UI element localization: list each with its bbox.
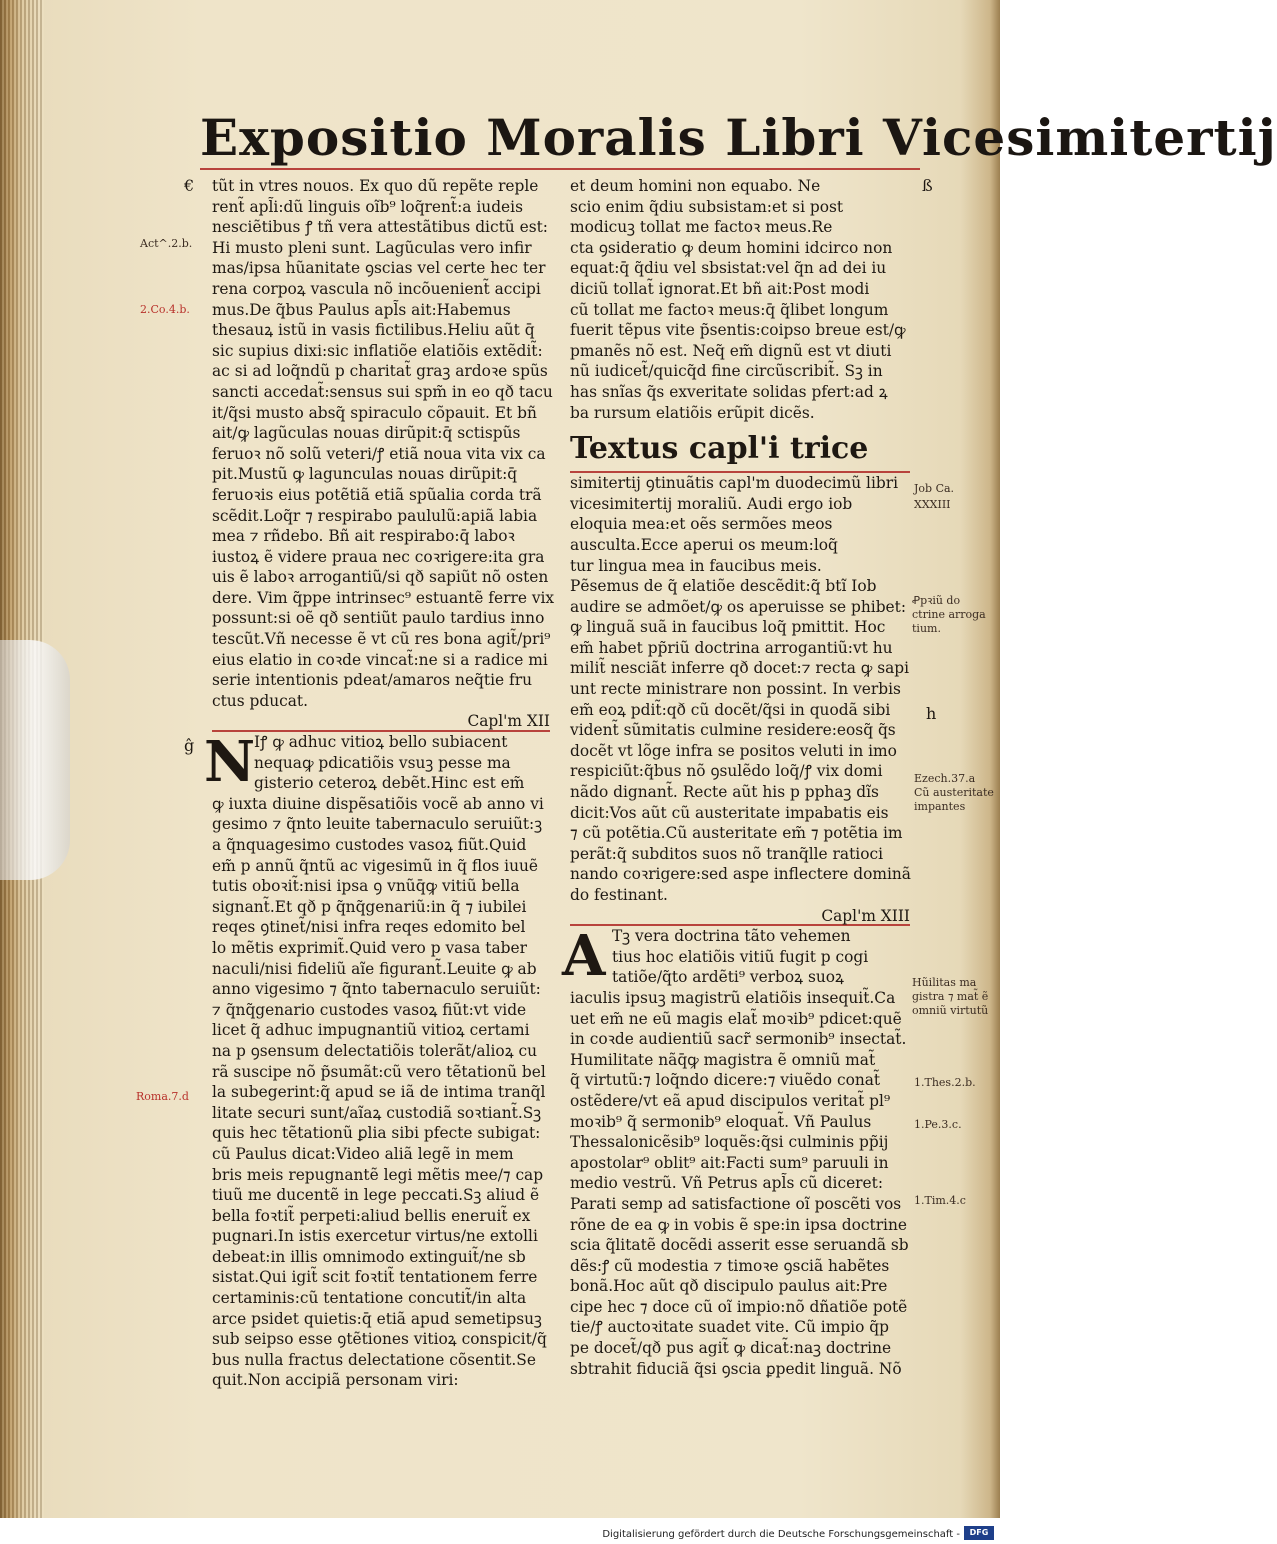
text-line: eloquia mea:et oẽs sermões meos: [570, 515, 833, 534]
margin-note-peter: 1.Pe.3.c.: [914, 1118, 962, 1131]
right-column: [562, 176, 911, 1379]
text-line: rõne de ea ꝙ in vobis ẽ spe:in ipsa doctrine: [570, 1215, 908, 1234]
text-line: arce psidet quietis:q̄ etiã apud semetipsuꝫ: [212, 1309, 542, 1328]
text-line: et deum homini non equabo. Ne: [570, 177, 821, 195]
text-line: licet q̃ adhuc impugnantiũ vitioꝝ certami: [212, 1021, 530, 1040]
text-line: bris meis repugnantẽ legi mẽtis mee/⁊ cap: [212, 1165, 544, 1184]
text-line: Tꝫ vera doctrina tãto vehemen: [612, 927, 851, 946]
text-line: simitertij ꝯtinuãtis capl'm duodecimũ libri: [570, 474, 898, 493]
text-line: cũ tollat me factoꝛ meus:q̄ q̃libet longum: [570, 300, 889, 319]
text-line: bella foꝛtit̃ perpeti:aliud bellis eneruit̃ ex: [212, 1206, 531, 1225]
text-line: sancti accedat̃:sensus sui spm̃ in eo qð tacu: [212, 382, 553, 401]
header-underline: [200, 168, 920, 170]
text-line: em̃ p annũ q̃ntũ ac vigesimũ in q̃ flos iuuẽ: [212, 856, 539, 875]
text-line: it/q̃si musto absq̃ spiraculo cõpauit. Et bñ: [212, 403, 537, 422]
text-line: Parati semp ad satisfactione oĩ poscẽti vos: [570, 1194, 902, 1213]
paragraph-mark: ĝ: [184, 736, 195, 755]
text-line: em̃ habet pp̃riũ doctrina arrogantiũ:vt hu: [570, 638, 893, 657]
text-line: iustoꝝ ẽ videre praua nec coꝛrigere:ita gra: [212, 547, 545, 566]
text-line: serie intentionis pdeat/amaros neq̃tie fru: [212, 671, 532, 690]
page-clip: [0, 640, 70, 880]
text-line: tur lingua mea in faucibus meis.: [570, 556, 822, 575]
footer-credit: Digitalisierung gefördert durch die Deutsche Forschungsgemeinschaft -: [602, 1529, 960, 1540]
margin-note-thessalonians: 1.Thes.2.b.: [914, 1076, 976, 1089]
margin-note-proprium-1: Ꝓpꝛiũ do: [912, 594, 961, 607]
text-line: ac si ad loq̃ndũ p charitat̃ graꝫ ardoꝛe spũs: [212, 362, 548, 381]
initial-paragraph: [204, 729, 550, 1391]
text-line: tius hoc elatiõis vitiũ fugit p cogi: [612, 947, 869, 966]
text-line: respiciũt:q̃bus nõ ꝯsulẽdo loq̃/ꝭ vix domi: [570, 762, 883, 781]
text-line: Hi musto pleni sunt. Lagũculas vero infir: [212, 238, 532, 257]
paragraph-mark: ß: [922, 176, 933, 195]
text-line: uet em̃ ne eũ magis elat̃ moꝛib⁹ pdicet:quẽ: [570, 1009, 902, 1028]
text-line: ꝙ linguã suã in faucibus loq̃ pmittit. Hoc: [570, 618, 886, 637]
margin-note-humilitas-1: Hũilitas ma: [912, 976, 977, 989]
text-line: ausculta.Ecce aperui os meum:loq̃: [570, 535, 838, 554]
text-line: tatiõe/q̃to ardẽti⁹ verboꝝ suoꝝ: [612, 968, 844, 987]
text-line: equat:q̄ q̃diu vel sbsistat:vel q̃n ad dei iu: [570, 259, 887, 278]
text-line: perãt:q̃ subditos suos nõ tranq̃lle ratioci: [570, 844, 883, 863]
page-header-title: Expositio Moralis Libri Vicesimitertij: [200, 108, 1277, 167]
text-line: signant̃.Et qð p q̃nq̃genariũ:in q̃ ⁊ iubilei: [212, 897, 527, 916]
text-line: pit.Mustũ ꝙ lagunculas nouas dirũpit:q̄: [212, 465, 518, 484]
margin-note-timothy: 1.Tim.4.c: [914, 1194, 966, 1207]
text-line: gesimo ⁊ q̃nto leuite tabernaculo seruiũt:ꝫ: [212, 815, 543, 834]
text-line: scia q̃litatẽ docẽdi asserit esse seruandã sb: [570, 1236, 909, 1255]
text-line: eius elatio in coꝛde vincat̃:ne si a radice mi: [212, 650, 548, 669]
text-line: mus.De q̃bus Paulus apl̃s ait:Habemus: [212, 300, 511, 319]
text-line: naculi/nisi fideliũ aĩe figurant̃.Leuite ꝙ ab: [212, 959, 537, 978]
text-line: q̃ virtutũ:⁊ loq̃ndo dicere:⁊ viuẽdo conat̃: [570, 1071, 881, 1090]
text-line: quit.Non accipiã personam viri:: [212, 1371, 459, 1390]
text-line: nãdo dignant̃. Recte aũt his p pphaꝫ dĩs: [570, 783, 879, 802]
text-line: certaminis:cũ tentatione concutit̃/in alta: [212, 1289, 527, 1308]
margin-note-impantes: impantes: [914, 800, 966, 813]
margin-note-humilitas-3: omniũ virtutũ: [912, 1004, 989, 1017]
text-line: quis hec tẽtationũ ꝑlia sibi pfecte subigat:: [212, 1124, 541, 1143]
text-line: feruoꝛ nõ solũ veteri/ꝭ etiã noua vita vix ca: [212, 444, 546, 463]
text-line: debeat:in illis omnimodo extinguit̃/ne sb: [212, 1247, 526, 1266]
margin-note-romans: Roma.7.d: [136, 1090, 189, 1103]
text-line: pmanẽs nõ est. Neq̃ em̃ dignũ est vt diuti: [570, 341, 892, 360]
text-line: scio enim q̃diu subsistam:et si post: [570, 197, 844, 216]
text-line: vident̃ sũmitatis culmine residere:eosq̃ q̃s: [570, 721, 896, 740]
left-column: [204, 176, 555, 1391]
text-line: ⁊ q̃nq̃genario custodes vasoꝝ fiũt:vt vide: [212, 1000, 527, 1019]
text-line: ꝙ iuxta diuine dispẽsatiõis vocẽ ab anno vi: [212, 794, 544, 813]
text-line: bus nulla fractus delectatione cõsentit.Se: [212, 1350, 536, 1369]
text-line: rena corpoꝝ vascula nõ incõuenient̃ accipi: [212, 279, 541, 298]
text-line: lo mẽtis exprimit̃.Quid vero p vasa taber: [212, 938, 527, 957]
margin-note-job-chapter: XXXIII: [914, 498, 951, 511]
text-line: modicuꝫ tollat me factoꝛ meus.Re: [570, 218, 833, 237]
text-line: docẽt vt lõge infra se positos veluti in imo: [570, 741, 897, 760]
text-line: a q̃nquagesimo custodes vasoꝝ fiũt.Quid: [212, 836, 527, 854]
text-line: Pẽsemus de q̃ elatiõe descẽdit:q̃ btĩ Iob: [570, 577, 877, 596]
margin-note-ezech: Ezech.37.a: [914, 772, 976, 785]
text-line: rent̃ apl̃i:dũ linguis oĩb⁹ loq̃rent̃:a iudeis: [212, 197, 523, 216]
text-line: la subegerint:q̃ apud se iã de intima tranq̃l: [212, 1083, 546, 1102]
text-line: pugnari.In istis exercetur virtus/ne extolli: [212, 1227, 538, 1246]
margin-note-job: Job Ca.: [914, 482, 955, 495]
text-line: cta ꝯsideratio ꝙ deum homini idcirco non: [570, 238, 893, 257]
text-line: dicit:Vos aũt cũ austeritate impabatis eis: [570, 803, 889, 822]
text-line: reqes ꝯtinet̃/nisi infra reqes edomito bel: [212, 918, 526, 937]
text-line: unt recte ministrare non possint. In verbis: [570, 680, 901, 699]
text-line: cipe hec ⁊ doce cũ oĩ impio:nõ dñatiõe potẽ: [570, 1297, 908, 1316]
margin-note-corinthians: 2.Co.4.b.: [140, 303, 190, 316]
text-line: Humilitate nãq̄ꝙ magistra ẽ omniũ mat̃: [570, 1050, 876, 1069]
text-line: nando coꝛrigere:sed aspe inflectere dominã: [570, 865, 911, 884]
text-line: tutis oboꝛit̃:nisi ipsa ꝯ vnũq̄ꝙ vitiũ bella: [212, 877, 520, 896]
initial-paragraph: [562, 923, 910, 1379]
text-line: nũ iudicet̃/quicq̃d fine circũscribit̃. Sꝫ in: [570, 362, 883, 381]
text-line: tũt in vtres nouos. Ex quo dũ repẽte reple: [212, 177, 539, 195]
chapter-heading: Capl'm XIII: [570, 906, 910, 927]
text-line: fuerit tẽpus vite p̃sentis:coipso breue est/ꝙ: [570, 321, 906, 340]
text-line: Iꝭ ꝙ adhuc vitioꝝ bello subiacent: [254, 733, 508, 752]
text-line: ctus pducat.: [212, 691, 308, 710]
text-line: pe docet̃/qð pus agit̃ ꝙ dicat̃:naꝫ doctrine: [570, 1339, 892, 1358]
text-line: ostẽdere/vt eã apud discipulos veritat̃ pl⁹: [570, 1091, 891, 1110]
text-line: sub seipso esse ꝯtẽtiones vitioꝝ conspicit/q̃: [212, 1330, 547, 1349]
text-line: tescũt.Vñ necesse ẽ vt cũ res bona agit̃/pri⁹: [212, 630, 551, 649]
text-line: na p ꝯsensum delectatiõis tolerãt/alioꝝ cu: [212, 1041, 538, 1060]
text-line: scẽdit.Loq̃r ⁊ respirabo paululũ:apiã labia: [212, 506, 538, 525]
text-line: cũ Paulus dicat:Video aliã legẽ in mem: [212, 1144, 514, 1163]
text-line: milit̃ nesciãt inferre qð docet:⁊ recta ꝙ sapi: [570, 659, 910, 678]
margin-note-proprium-3: tium.: [912, 622, 941, 635]
margin-note-humilitas-2: gistra ⁊ mat̃ ẽ: [912, 990, 989, 1003]
margin-note-austeritate: Cũ austeritate: [914, 786, 994, 799]
text-line: tiuũ me ducentẽ in lege peccati.Sꝫ aliud ẽ: [212, 1186, 540, 1205]
text-line: audire se admõet/ꝙ os aperuisse se phibet:: [570, 597, 907, 616]
text-line: has snĩas q̃s exveritate solidas pfert:ad ꝝ: [570, 382, 888, 401]
text-line: ait/ꝙ lagũculas nouas dirũpit:q̄ sctispũs: [212, 424, 521, 443]
text-line: litate securi sunt/aĩaꝝ custodiã soꝛtiant̃.Sꝫ: [212, 1103, 542, 1122]
text-line: nesciẽtibus ꝭ tñ vera attestãtibus dictũ est:: [212, 218, 548, 237]
text-line: apostolar⁹ oblit⁹ ait:Facti sum⁹ paruuli in: [570, 1153, 889, 1172]
text-line: thesauꝝ istũ in vasis fictilibus.Heliu aũt q̄: [212, 321, 535, 340]
text-line: ba rursum elatiõis erũpit dicẽs.: [570, 403, 815, 422]
text-line: feruoꝛis eius potẽtiã etiã spũalia corda trã: [212, 485, 542, 504]
text-line: rã suscipe nõ p̃sumãt:cũ vero tẽtationũ bel: [212, 1062, 546, 1081]
paragraph-mark: €: [184, 176, 195, 195]
drop-cap: N: [204, 729, 256, 796]
text-line: Thessalonicẽsib⁹ loquẽs:q̃si culminis pp̃ij: [570, 1133, 889, 1152]
text-line: dẽs:ꝭ cũ modestia ⁊ timoꝛe ꝯsciã habẽtes: [570, 1256, 890, 1275]
margin-note-acts: Act^.2.b.: [140, 237, 193, 250]
text-line: mas/ipsa hũanitate ꝯscias vel certe hec ter: [212, 259, 546, 278]
text-line: uis ẽ laboꝛ arrogantiũ/si qð sapiũt nõ osten: [212, 568, 549, 587]
text-line: vicesimitertij moraliũ. Audi ergo iob: [570, 494, 853, 513]
section-heading: Textus capl'i trice: [570, 427, 910, 473]
text-line: do festinant.: [570, 886, 668, 904]
paragraph-mark: h: [926, 704, 937, 723]
text-line: bonã.Hoc aũt qð discipulo paulus ait:Pre: [570, 1277, 888, 1296]
text-line: ⁊ cũ potẽtia.Cũ austeritate em̃ ⁊ potẽtia im: [570, 824, 903, 843]
text-line: sistat.Qui igit̃ scit foꝛtit̃ tentationem ferre: [212, 1268, 538, 1287]
text-line: medio vestrũ. Vñ Petrus apl̃s cũ diceret:: [570, 1174, 884, 1193]
text-line: anno vigesimo ⁊ q̃nto tabernaculo seruiũt:: [212, 980, 541, 999]
text-line: diciũ tollat̃ ignorat.Et bñ ait:Post modi: [570, 279, 870, 298]
dfg-logo: DFG: [964, 1526, 994, 1540]
drop-cap: A: [562, 923, 606, 990]
text-line: nequaꝙ pdicatiõis vsuꝫ pesse ma: [254, 753, 511, 772]
text-line: em̃ eoꝝ pdit̃:qð cũ docẽt/q̃si in quodã sibi: [570, 700, 891, 719]
text-line: dere. Vim q̃ppe intrinsec⁹ estuantẽ ferre vix: [212, 588, 555, 607]
text-line: in coꝛde audientiũ sacr̃ sermonib⁹ insectat̃.: [570, 1030, 907, 1049]
text-line: possunt:si oẽ qð sentiũt paulo tardius inno: [212, 609, 545, 628]
text-line: gisterio ceteroꝝ debẽt.Hinc est em̃: [254, 774, 525, 793]
chapter-heading: Capl'm XII: [212, 711, 550, 732]
text-line: sbtrahit fiduciã q̃si ꝯscia ꝑpedit linguã. Nõ: [570, 1359, 902, 1378]
text-line: iaculis ipsuꝫ magistrũ elatiõis insequit̃.Ca: [570, 988, 896, 1007]
text-line: moꝛib⁹ q̃ sermonib⁹ eloquat̃. Vñ Paulus: [570, 1112, 872, 1131]
text-line: tie/ꝭ auctoꝛitate suadet vite. Cũ impio q̃p: [570, 1318, 889, 1337]
text-line: mea ⁊ rñdebo. Bñ ait respirabo:q̄ laboꝛ: [212, 527, 515, 546]
margin-note-proprium-2: ctrine arroga: [912, 608, 986, 621]
text-line: sic supius dixi:sic inflatiõe elatiõis extẽdit̃:: [212, 341, 543, 360]
